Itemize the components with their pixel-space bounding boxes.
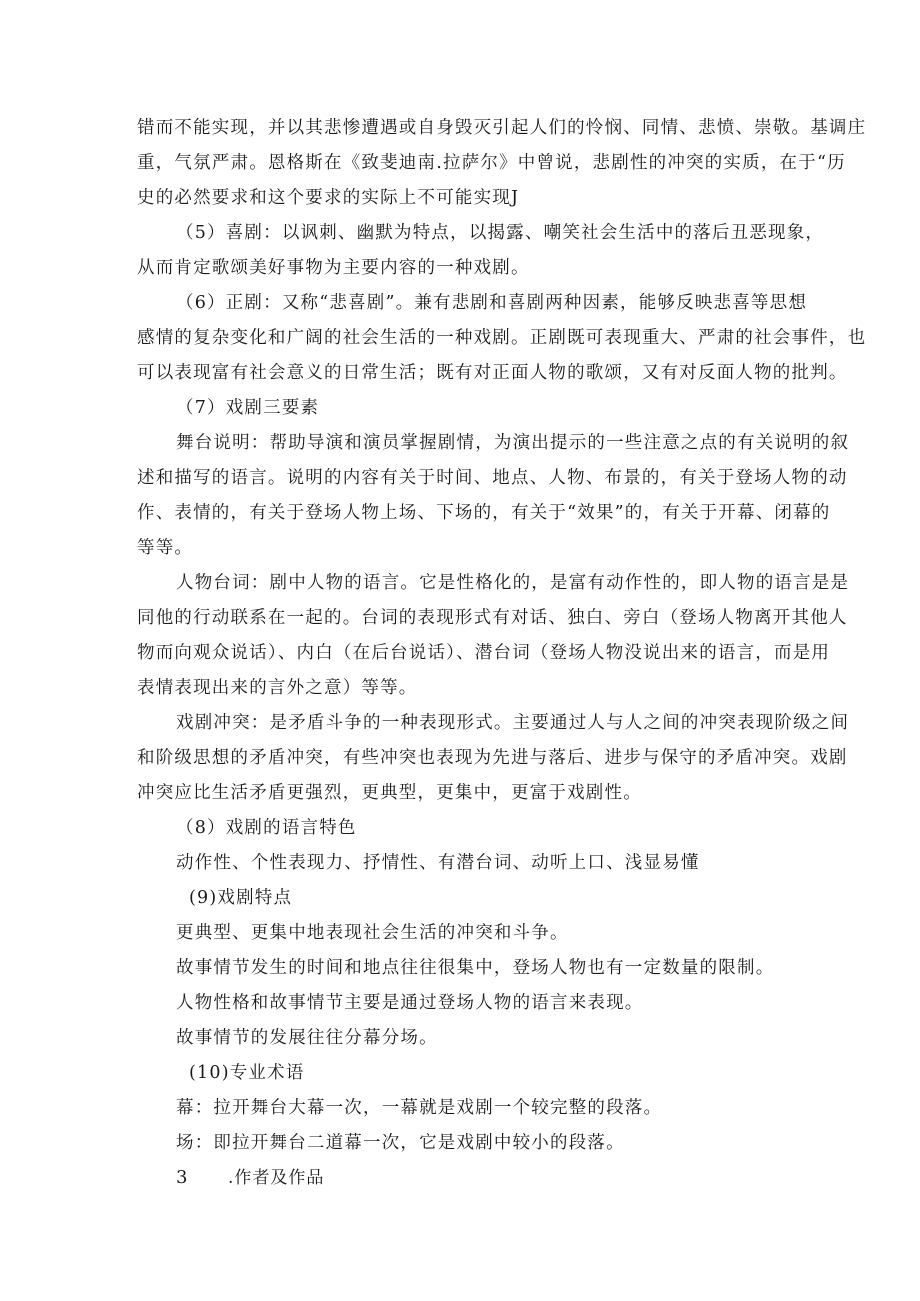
paragraph-line: 作、表情的，有关于登场人物上场、下场的，有关于“效果”的，有关于开幕、闭幕的 xyxy=(137,503,831,523)
section-heading-10: (10)专业术语 xyxy=(189,1063,305,1083)
list-item: 场：即拉开舞台二道幕一次，它是戏剧中较小的段落。 xyxy=(176,1133,625,1153)
paragraph-line: 感情的复杂变化和广阔的社会生活的一种戏剧。正剧既可表现重大、严肃的社会事件，也 xyxy=(137,328,867,348)
paragraph-line: 戏剧冲突：是矛盾斗争的一种表现形式。主要通过人与人之间的冲突表现阶级之间 xyxy=(176,713,850,733)
paragraph-line: 可以表现富有社会意义的日常生活；既有对正面人物的歌颂，又有对反面人物的批判。 xyxy=(137,363,848,383)
paragraph-line: 等等。 xyxy=(137,538,194,558)
list-item: 幕：拉开舞台大幕一次，一幕就是戏剧一个较完整的段落。 xyxy=(176,1098,663,1118)
paragraph-line: 从而肯定歌颂美好事物为主要内容的一种戏剧。 xyxy=(137,258,530,278)
section-heading-9: (9)戏剧特点 xyxy=(189,888,293,908)
paragraph-line: 动作性、个性表现力、抒情性、有潜台词、动听上口、浅显易懂 xyxy=(176,853,700,873)
section-title: .作者及作品 xyxy=(228,1168,325,1188)
paragraph-line: 史的必然要求和这个要求的实际上不可能实现J xyxy=(137,188,520,208)
paragraph-line: 错而不能实现，并以其悲惨遭遇或自身毁灭引起人们的怜悯、同情、悲愤、崇敬。基调庄 xyxy=(137,118,867,138)
list-item: 故事情节的发展往往分幕分场。 xyxy=(176,1028,438,1048)
comedy-heading-line: （5）喜剧：以讽刺、幽默为特点，以揭露、嘲笑社会生活中的落后丑恶现象， xyxy=(176,223,825,243)
list-item: 更典型、更集中地表现社会生活的冲突和斗争。 xyxy=(176,923,569,943)
paragraph-line: 同他的行动联系在一起的。台词的表现形式有对话、独白、旁白（登场人物离开其他人 xyxy=(137,608,848,628)
paragraph-line: 重，气氛严肃。恩格斯在《致斐迪南.拉萨尔》中曾说，悲剧性的冲突的实质，在于“历 xyxy=(137,153,846,173)
section-heading-7: （7）戏剧三要素 xyxy=(176,398,320,418)
paragraph-line: 述和描写的语言。说明的内容有关于时间、地点、人物、布景的，有关于登场人物的动 xyxy=(137,468,848,488)
paragraph-line: 物而向观众说话）、内白（在后台说话）、潜台词（登场人物没说出来的语言，而是用 xyxy=(137,643,831,663)
list-item: 人物性格和故事情节主要是通过登场人物的语言来表现。 xyxy=(176,993,644,1013)
paragraph-line: 舞台说明：帮助导演和演员掌握剧情，为演出提示的一些注意之点的有关说明的叙 xyxy=(176,433,850,453)
drama-heading-line: （6）正剧：又称“悲喜剧”。兼有悲剧和喜剧两种因素，能够反映悲喜等思想 xyxy=(176,293,808,313)
paragraph-line: 人物台词：剧中人物的语言。它是性格化的，是富有动作性的，即人物的语言是是 xyxy=(176,573,850,593)
paragraph-line: 和阶级思想的矛盾冲突，有些冲突也表现为先进与落后、进步与保守的矛盾冲突。戏剧 xyxy=(137,748,848,768)
paragraph-line: 表情表现出来的言外之意）等等。 xyxy=(137,678,418,698)
paragraph-line: 冲突应比生活矛盾更强烈，更典型，更集中，更富于戏剧性。 xyxy=(137,783,642,803)
list-item: 故事情节发生的时间和地点往往很集中，登场人物也有一定数量的限制。 xyxy=(176,958,775,978)
section-number: 3 xyxy=(176,1167,188,1188)
section-heading-8: （8）戏剧的语言特色 xyxy=(176,818,357,838)
